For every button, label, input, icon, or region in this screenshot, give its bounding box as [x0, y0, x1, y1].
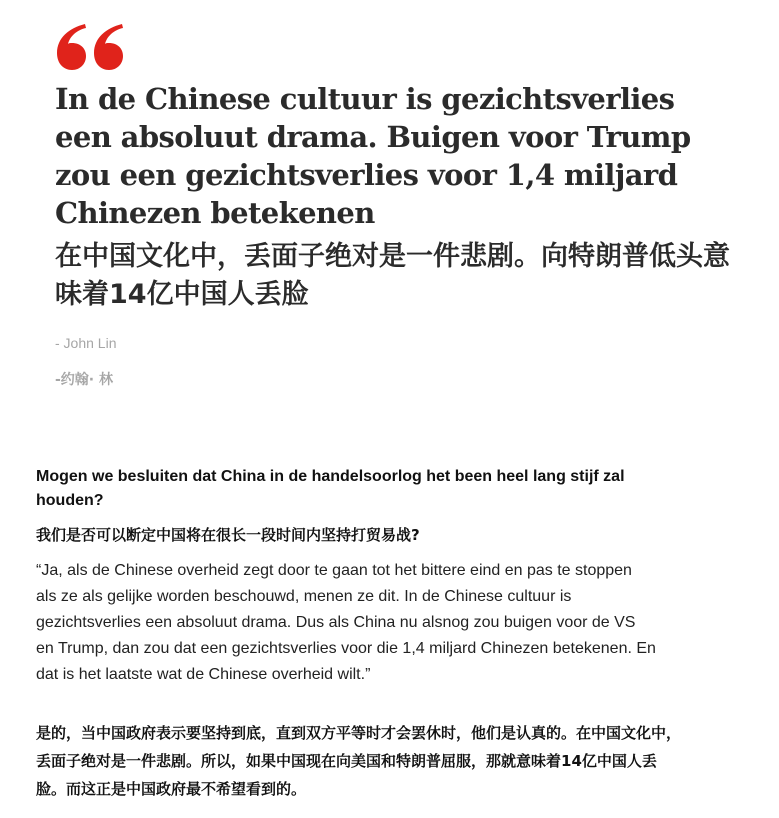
interview-question-zh: 我们是否可以断定中国将在很长一段时间内坚持打贸易战? — [36, 526, 420, 544]
quote-attribution-zh: -约翰· 林 — [55, 372, 114, 388]
quote-attribution-en: - John Lin — [55, 335, 117, 351]
interview-answer-zh: 是的，当中国政府表示要坚持到底，直到双方平等时才会罢休时，他们是认真的。在中国文化中，丢面子绝对是一件悲剧。所以，如果中国现在向美国和特朗普屈服，那就意味着14亿中国人丢脸。而这正是中国政府最不希望看到的。 — [36, 724, 682, 798]
quote-mark-icon — [55, 22, 125, 72]
pull-quote-en: In de Chinese cultuur is gezichtsverlies een absoluut drama. Buigen voor Trump zou een gezichtsverlies voor 1,4 miljard Chinezen betekenen — [55, 82, 691, 230]
pull-quote-zh: 在中国文化中，丢面子绝对是一件悲剧。向特朗普低头意味着14亿中国人丢脸 — [55, 241, 730, 310]
interview-question-en: Mogen we besluiten dat China in de handelsoorlog het been heel lang stijf zal houden? — [36, 468, 625, 509]
interview-answer-en: “Ja, als de Chinese overheid zegt door te gaan tot het bittere eind en pas te stoppen als ze als gelijke worden beschouwd, menen ze dit. In de Chinese cultuur is gezichtsverlies een absoluut drama. Dus als China nu alsnog zou buigen voor de VS en Trump, dan zou dat een gezichtsverlies voor die 1,4 miljard Chinezen betekenen. En dat is het laatste wat de Chinese overheid wilt.” — [36, 562, 656, 683]
